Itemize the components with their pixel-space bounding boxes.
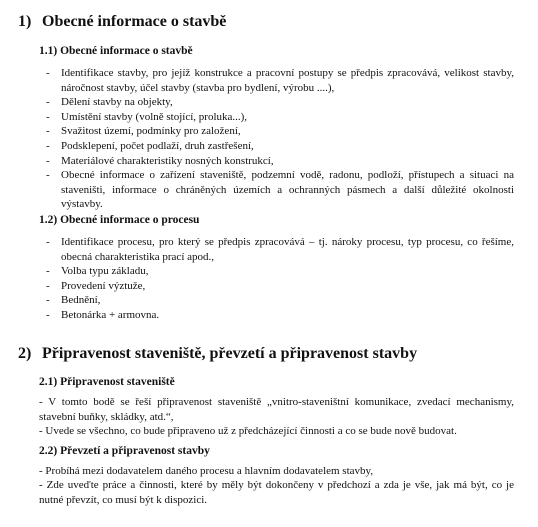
list-item: - Podsklepení, počet podlaží, druh zastřešení, xyxy=(46,139,254,152)
list-item: - Volba typu základu, xyxy=(46,265,149,278)
subsection-1-1-list xyxy=(46,66,514,212)
list-item: - Identifikace procesu, pro který se předpis zpracovává – tj. nároky procesu, typ procesu, co řešíme, obecná charakteristika prací apod., xyxy=(46,236,514,263)
list-item: - Svažitost území, podmínky pro založení, xyxy=(46,125,241,138)
section-number: 1) xyxy=(18,13,32,30)
list-item: - Dělení stavby na objekty, xyxy=(46,96,173,109)
section-title: Připravenost staveniště, převzetí a připravenost stavby xyxy=(42,345,418,362)
subsection-1-2-heading: 1.2) Obecné informace o procesu xyxy=(39,214,200,226)
subsection-2-2-line: - Zde uveďte práce a činnosti, které by měly být dokončeny v předchozí a zda je vše, jak má být, co je nutné převzít, co musí být k dispozici. xyxy=(39,479,514,506)
section-2-heading xyxy=(18,344,417,364)
subsection-2-2-heading: 2.2) Převzetí a připravenost stavby xyxy=(39,445,210,457)
subsection-2-2-line: - Probíhá mezi dodavatelem daného procesu a hlavním dodavatelem stavby, xyxy=(39,465,374,477)
list-item: - Obecné informace o zařízení staveniště, podzemní vodě, radonu, podloží, přístupech a situaci na staveništi, informace o chráněných územích a ochranných pásmech a další důležité okolnosti výstavby. xyxy=(46,169,514,211)
section-1-heading xyxy=(18,12,226,32)
section-number: 2) xyxy=(18,345,32,362)
list-item: - Materiálové charakteristiky nosných konstrukcí, xyxy=(46,154,274,167)
list-item: - Identifikace stavby, pro jejíž konstrukce a pracovní postupy se předpis zpracovává, velikost stavby, náročnost stavby, účel stavby (stavba pro bydlení, výrobu ....), xyxy=(46,67,514,94)
subsection-2-1-heading: 2.1) Připravenost staveniště xyxy=(39,376,175,388)
list-item: - Bednění, xyxy=(46,294,101,307)
list-item: - Provedení výztuže, xyxy=(46,279,146,292)
list-item: - Umístění stavby (volně stojící, proluka...), xyxy=(46,110,248,123)
subsection-1-1-heading: 1.1) Obecné informace o stavbě xyxy=(39,45,193,57)
subsection-2-1-line: - V tomto bodě se řeší připravenost staveniště „vnitro-staveništní komunikace, zvedací mechanismy, stavební buňky, skládky, atd.“, xyxy=(39,396,514,423)
section-title: Obecné informace o stavbě xyxy=(42,13,227,30)
subsection-2-1-line: - Uvede se všechno, co bude připraveno už z předcházející činnosti a co se bude nově budovat. xyxy=(39,425,457,437)
subsection-1-2-list xyxy=(46,235,514,323)
list-item: - Betonárka + armovna. xyxy=(46,308,160,321)
